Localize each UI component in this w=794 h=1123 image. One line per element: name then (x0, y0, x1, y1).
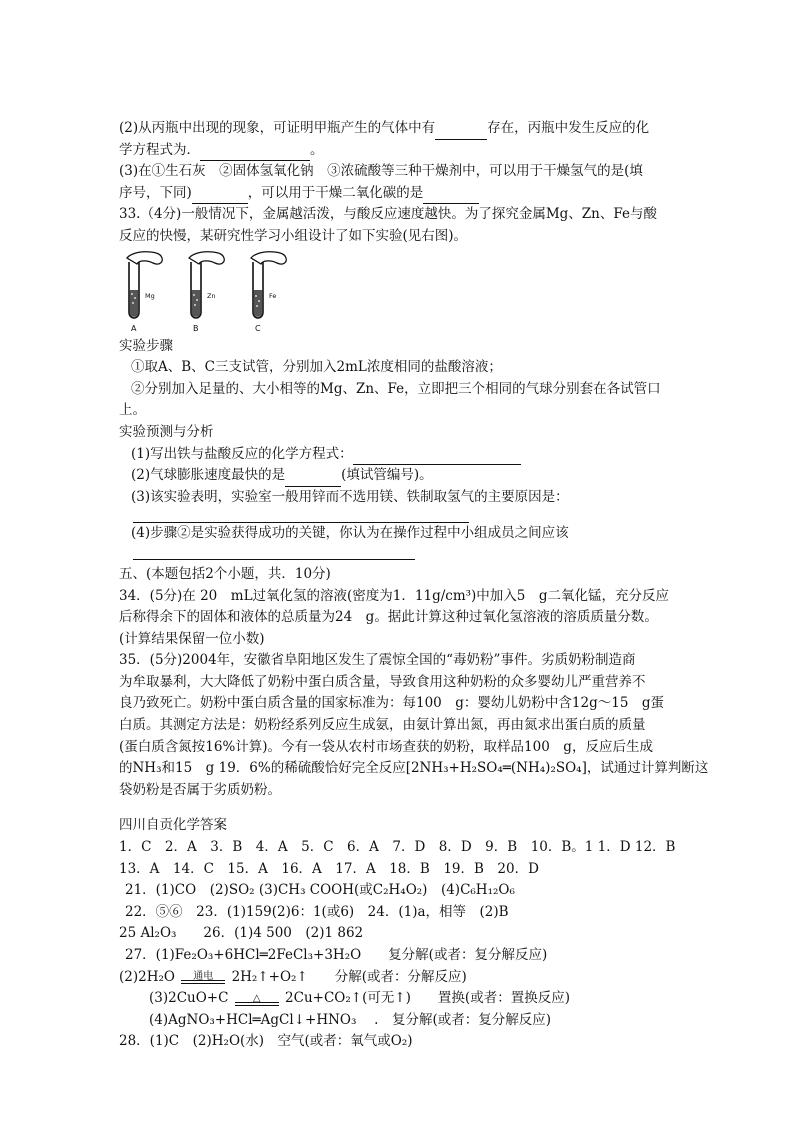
q35-line7: 袋奶粉是否属于劣质奶粉。 (119, 781, 281, 798)
prediction-title: 实验预测与分析 (119, 423, 214, 440)
test-tube-figure (119, 250, 679, 336)
answer-blank[interactable] (192, 189, 248, 204)
answer-blank[interactable] (200, 146, 310, 161)
answers-row-2: 13．A 14．C 15．A 16．A 17．A 18．B 19．B 20．D (119, 860, 539, 877)
answer-line[interactable] (133, 508, 469, 523)
answer-blank[interactable] (285, 472, 341, 487)
q32-part3-line2: 序号，下同) ，可以用于干燥二氧化碳的是 (119, 183, 679, 205)
answer-line[interactable] (133, 545, 415, 560)
q33-part4: (4)步骤②是实验获得成功的关键，你认为在操作过程中小组成员之间应该 (131, 525, 569, 542)
q35-line4: 白质。其测定方法是：奶粉经系列反应生成氨，由氨计算出氮，再由氮求出蛋白质的质量 (119, 717, 646, 734)
q33-stem-line2: 反应的快慢，某研究性学习小组设计了如下实验(见右图)。 (119, 227, 468, 244)
q32-part2-line2: 学方程式为． 。 (119, 140, 679, 162)
q33-part3: (3)该实验表明，实验室一般用锌而不选用镁、铁制取氢气的主要原因是： (131, 488, 569, 505)
answer-27-2: (2)2H₂O 通电 2H₂↑+O₂↑ 分解(或者：分解反应) (119, 968, 467, 985)
q34-line3: (计算结果保留一位小数) (119, 630, 265, 647)
section-5-title: 五、(本题包括2个小题，共．10分) (119, 565, 331, 582)
q33-stem-line1: 33.（4分)一般情况下，金属越活泼，与酸反应速度越快。为了探究金属Mg、Zn、Fe与酸 (119, 206, 657, 223)
q33-part2: (2)气球膨胀速度最快的是 (填试管编号)。 (119, 465, 679, 487)
q32-part3-line1: (3)在①生石灰 ②固体氢氧化钠 ③浓硫酸等三种干燥剂中，可以用于干燥氢气的是(填 (119, 163, 643, 180)
answer-25-26: 25 Al₂O₃ 26．(1)4 500 (2)1 862 (119, 925, 364, 942)
q35-line3: 良乃致死亡。奶粉中蛋白质含量的国家标准为：每100 g：婴幼儿奶粉中含12g～15 g蛋 (119, 695, 665, 712)
step-2-line1: ②分别加入足量的、大小相等的Mg、Zn、Fe，立即把三个相同的气球分别套在各试管口 (131, 380, 661, 397)
answers-title: 四川自贡化学答案 (119, 817, 227, 834)
answer-28: 28．(1)C (2)H₂O(水) 空气(或者：氧气或O₂) (119, 1033, 413, 1050)
exam-page (119, 118, 709, 1053)
answers-row-1: 1．C 2．A 3．B 4．A 5．C 6．A 7．D 8．D 9．B 10．B。1 1．D 12．B (119, 839, 676, 856)
q35-line1: 35．(5分)2004年，安徽省阜阳地区发生了震惊全国的“毒奶粉”事件。劣质奶粉制造商 (119, 652, 636, 669)
steps-title: 实验步骤 (119, 337, 173, 354)
step-1: ①取A、B、C三支试管，分别加入2mL浓度相同的盐酸溶液； (131, 359, 502, 376)
q34-line1: 34．(5分)在 20 mL过氧化氢的溶液(密度为1．11g/cm³)中加入5 g二氧化锰，充分反应 (119, 587, 670, 604)
answer-22-24: 22．⑤⑥ 23．(1)159(2)6：1(或6) 24．(1)a，相等 (2)B (125, 903, 509, 920)
q35-line2: 为牟取暴利，大大降低了奶粉中蛋白质含量，导致食用这种奶粉的众多婴幼儿严重营养不 (119, 673, 646, 690)
q35-line5: (蛋白质含氮按16%计算)。今有一袋从农村市场查获的奶粉，取样品100 g，反应后生成 (119, 738, 653, 755)
answer-21: 21．(1)CO (2)SO₂ (3)CH₃ COOH(或C₂H₄O₂) (4)C₆H₁₂O₆ (125, 882, 515, 899)
answer-27-4: (4)AgNO₃+HCl═AgCl↓+HNO₃ . 复分解(或者：复分解反应) (149, 1011, 552, 1028)
reaction-condition-arrow: 通电 (179, 969, 227, 985)
test-tube-a: Mg A (119, 250, 167, 336)
q34-line2: 后称得余下的固体和液体的总质量为24 g。据此计算这种过氧化氢溶液的溶质质量分数。 (119, 609, 658, 626)
reaction-condition-arrow: △ (233, 991, 281, 1007)
test-tube-c: Fe C (243, 250, 291, 336)
q35-line6: 的NH₃和15 g 19．6%的稀硫酸恰好完全反应[2NH₃+H₂SO₄═(NH₄)₂SO₄]，试通过计算判断这 (119, 760, 709, 777)
answer-blank[interactable] (435, 125, 487, 140)
answer-27-3: (3)2CuO+C △ 2Cu+CO₂↑(可无↑) 置换(或者：置换反应) (149, 990, 570, 1007)
answer-blank[interactable] (353, 450, 521, 465)
answer-blank[interactable] (423, 189, 479, 204)
answer-27-1: 27．(1)Fe₂O₃+6HCl═2FeCl₃+3H₂O 复分解(或者：复分解反应) (125, 947, 548, 963)
q33-part1: (1)写出铁与盐酸反应的化学方程式： (119, 444, 679, 466)
q32-part2-line1: (2)从丙瓶中出现的现象，可证明甲瓶产生的气体中有 存在，丙瓶中发生反应的化 (119, 118, 679, 140)
step-2-line2: 上。 (119, 402, 146, 419)
test-tube-b: Zn B (181, 250, 229, 336)
